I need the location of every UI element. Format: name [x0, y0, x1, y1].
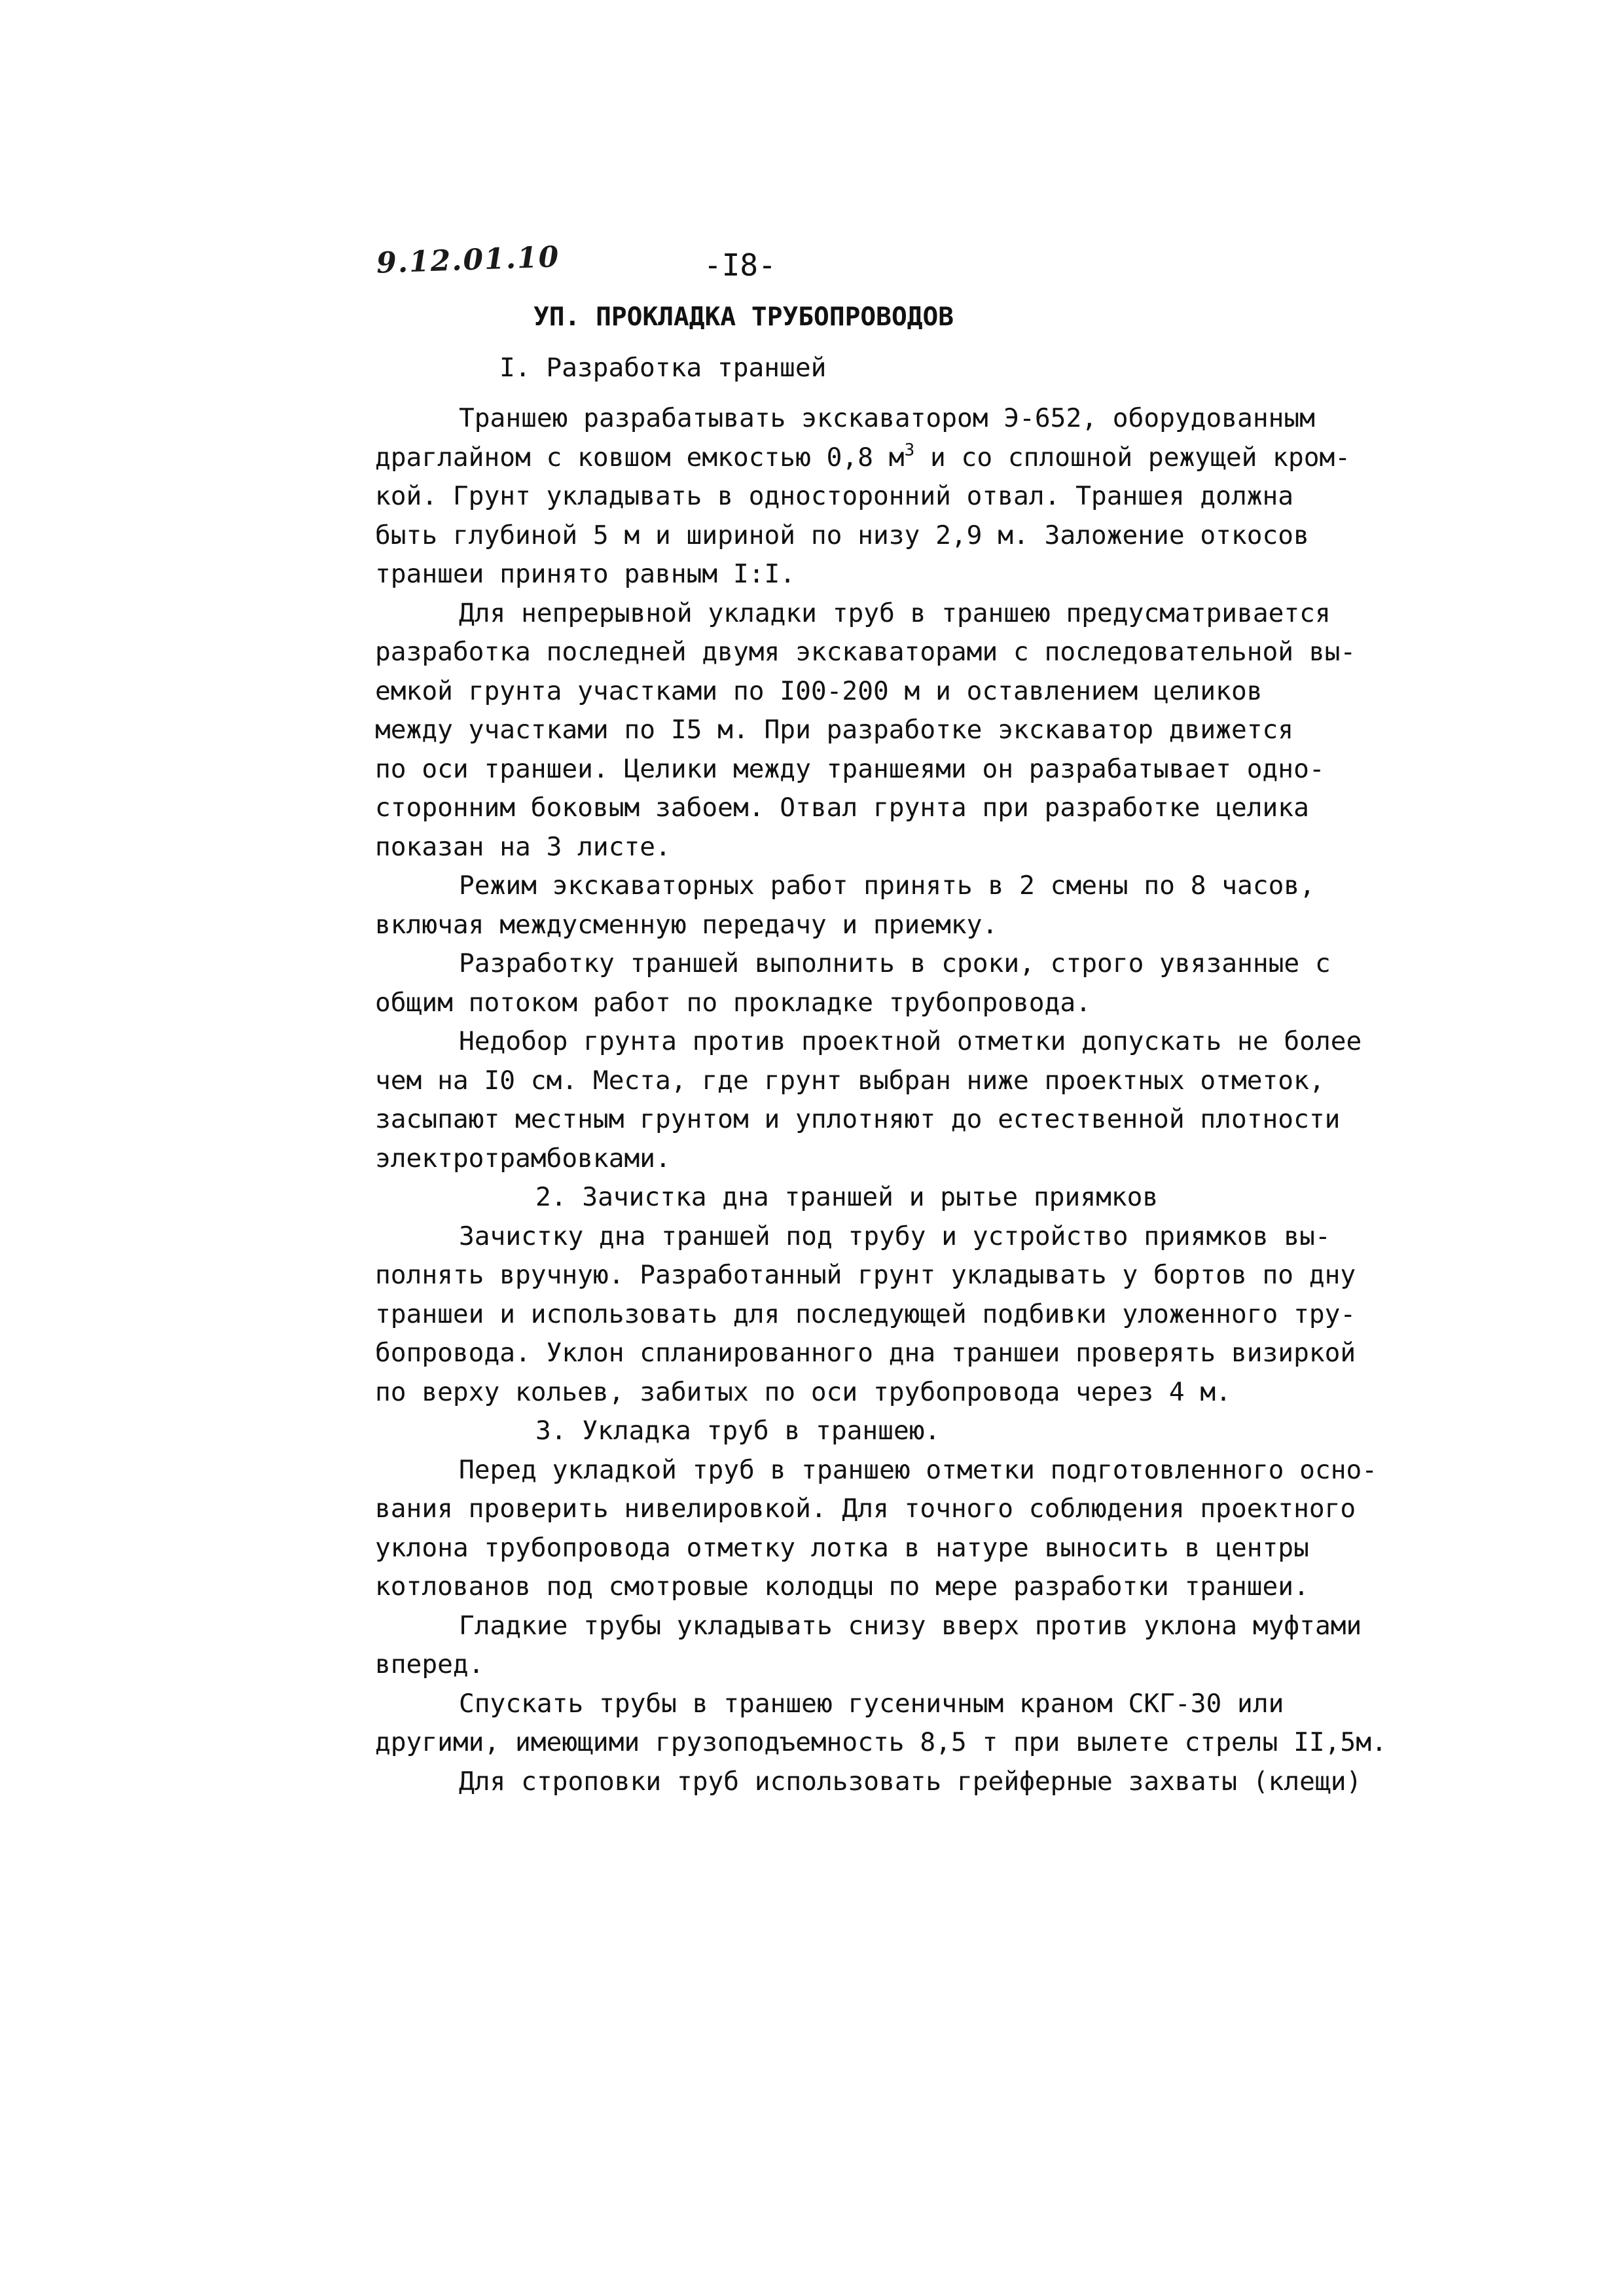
- text-line: котлованов под смотровые колодцы по мере разработки траншеи.: [375, 1571, 1309, 1602]
- text-line: полнять вручную. Разработанный грунт укладывать у бортов по дну: [375, 1260, 1356, 1290]
- text-line: уклона трубопровода отметку лотка в натуре выносить в центры: [375, 1532, 1309, 1563]
- text-line: сторонним боковым забоем. Отвал грунта при разработке целика: [375, 793, 1309, 823]
- text-line: Траншею разрабатывать экскаватором Э-652, оборудованным: [459, 403, 1315, 433]
- text-line: Недобор грунта против проектной отметки допускать не более: [459, 1026, 1362, 1056]
- text-line: Режим экскаваторных работ принять в 2 смены по 8 часов,: [459, 870, 1315, 901]
- superscript: 3: [904, 440, 915, 460]
- section-title: УП. ПРОКЛАДКА ТРУБОПРОВОДОВ: [533, 302, 954, 332]
- text-line: Разработку траншей выполнить в сроки, строго увязанные с: [459, 948, 1331, 978]
- handwritten-document-code: 9.12.01.10: [376, 240, 561, 280]
- text-line: траншеи принято равным I:I.: [375, 559, 796, 589]
- text-line: вания проверить нивелировкой. Для точного соблюдения проектного: [375, 1494, 1356, 1524]
- text-line: Для непрерывной укладки труб в траншею предусматривается: [459, 598, 1331, 628]
- text-line: разработка последней двумя экскаваторами с последовательной вы-: [375, 637, 1356, 667]
- text-line: кой. Грунт укладывать в односторонний отвал. Траншея должна: [375, 481, 1294, 511]
- text-line: траншеи и использовать для последующей подбивки уложенного тру-: [375, 1299, 1356, 1329]
- text-line: бопровода. Уклон спланированного дна траншеи проверять визиркой: [375, 1338, 1356, 1368]
- text-line: другими, имеющими грузоподъемность 8,5 т при вылете стрелы II,5м.: [375, 1727, 1387, 1757]
- text-line: по верху кольев, забитых по оси трубопровода через 4 м.: [375, 1376, 1231, 1407]
- text-line: Спускать трубы в траншею гусеничным краном СКГ-30 или: [459, 1688, 1284, 1719]
- text-line: Для строповки труб использовать грейферные захваты (клещи): [459, 1766, 1362, 1797]
- subsection-title-3: 3. Укладка труб в траншею.: [535, 1416, 941, 1446]
- text-line: между участками по I5 м. При разработке экскаватор движется: [375, 715, 1294, 745]
- text-line: показан на 3 листе.: [375, 831, 671, 862]
- subsection-title-1: I. Разработка траншей: [499, 352, 827, 383]
- text-line: включая междусменную передачу и приемку.: [375, 909, 998, 940]
- text-line: чем на I0 см. Места, где грунт выбран ниже проектных отметок,: [375, 1065, 1325, 1096]
- text-line: быть глубиной 5 м и шириной по низу 2,9 м. Заложение откосов: [375, 520, 1309, 550]
- text-line: засыпают местным грунтом и уплотняют до естественной плотности: [375, 1104, 1341, 1134]
- text-line: вперед.: [375, 1649, 484, 1679]
- text-line: Гладкие трубы укладывать снизу вверх против уклона муфтами: [459, 1610, 1362, 1641]
- subsection-title-2: 2. Зачистка дна траншей и рытье приямков: [535, 1182, 1159, 1212]
- document-body: [375, 298, 1403, 1801]
- text-line: по оси траншеи. Целики между траншеями он разрабатывает одно-: [375, 753, 1325, 784]
- text-line: драглайном с ковшом емкостью 0,8 $м^3$ и со сплошной режущей кром-: [375, 440, 1351, 473]
- text-line: общим потоком работ по прокладке трубопровода.: [375, 987, 1091, 1018]
- text-line: емкой грунта участками по I00-200 м и оставлением целиков: [375, 675, 1263, 706]
- text-line: Перед укладкой труб в траншею отметки подготовленного осно-: [459, 1454, 1378, 1485]
- text-line: электротрамбовками.: [375, 1143, 671, 1174]
- text-line: Зачистку дна траншей под трубу и устройство приямков вы-: [459, 1221, 1331, 1251]
- page-number: -I8-: [704, 247, 776, 283]
